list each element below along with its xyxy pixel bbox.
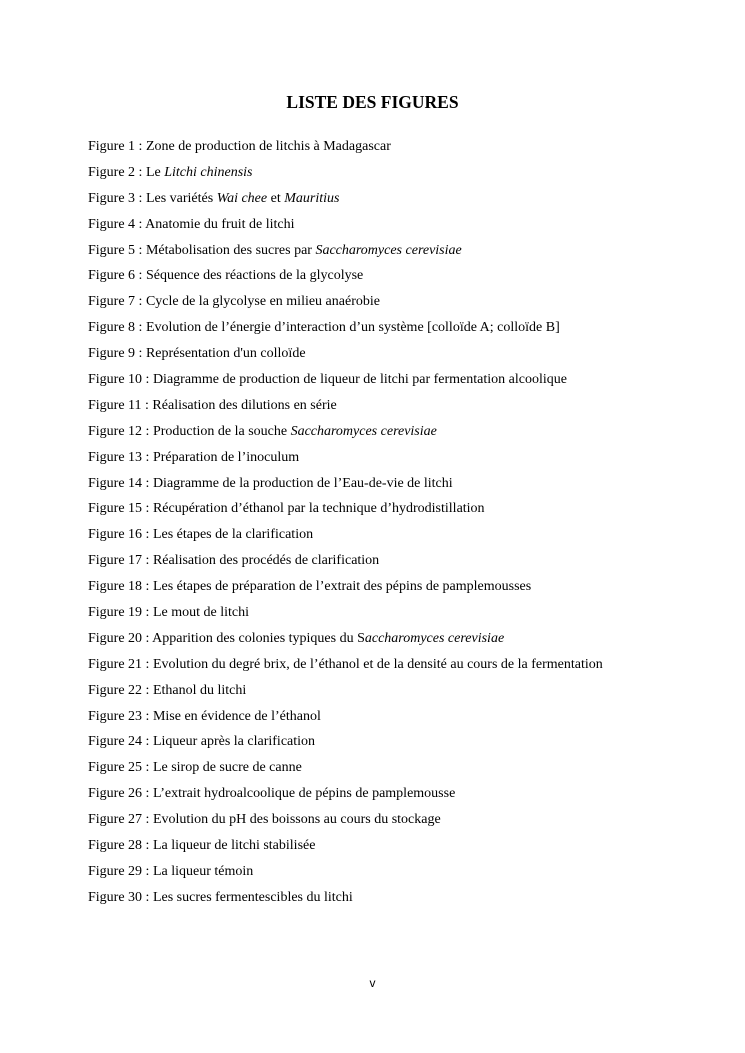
figure-list bbox=[88, 137, 728, 914]
figure-list-item bbox=[88, 422, 728, 448]
figure-list-item bbox=[88, 758, 728, 784]
page-number: v bbox=[369, 976, 376, 990]
figure-caption-italic: Saccharomyces cerevisiae bbox=[315, 242, 462, 258]
figure-list-item bbox=[88, 474, 728, 500]
figure-list-item bbox=[88, 836, 728, 862]
figure-list-item bbox=[88, 888, 728, 914]
figure-caption-text: Figure 8 : Evolution de l’énergie d’interaction d’un système [colloïde A; colloïde B] bbox=[88, 320, 560, 336]
figure-caption-text: Figure 17 : Réalisation des procédés de clarification bbox=[88, 553, 380, 569]
figure-list-item bbox=[88, 266, 728, 292]
figure-caption-text: Figure 1 : Zone de production de litchis à Madagascar bbox=[88, 139, 391, 154]
figure-list-item bbox=[88, 318, 728, 344]
page-title: LISTE DES FIGURES bbox=[286, 92, 459, 112]
figure-list-item bbox=[88, 655, 728, 681]
figure-caption-text: Figure 14 : Diagramme de la production de l’Eau-de-vie de litchi bbox=[88, 475, 453, 491]
figure-caption-text: Figure 6 : Séquence des réactions de la glycolyse bbox=[88, 268, 364, 284]
figure-list-item bbox=[88, 448, 728, 474]
figure-list-item bbox=[88, 629, 728, 655]
figure-list-item bbox=[88, 499, 728, 525]
figure-caption-text: Figure 19 : Le mout de litchi bbox=[88, 605, 249, 621]
figure-caption-text: Figure 9 : Représentation d'un colloïde bbox=[88, 346, 306, 362]
figure-caption-italic: Saccharomyces cerevisiae bbox=[290, 423, 437, 439]
figure-caption-text: Figure 21 : Evolution du degré brix, de l’éthanol et de la densité au cours de la fermentation bbox=[88, 656, 603, 672]
figure-list-item bbox=[88, 862, 728, 888]
figure-caption-italic: Mauritius bbox=[284, 190, 340, 206]
figure-list-item bbox=[88, 707, 728, 733]
figure-caption-text: Figure 29 : La liqueur témoin bbox=[88, 863, 254, 879]
figure-list-item bbox=[88, 344, 728, 370]
figure-caption-text: Figure 30 : Les sucres fermentescibles du litchi bbox=[88, 889, 353, 905]
figure-caption-text: Figure 5 : Métabolisation des sucres par bbox=[88, 242, 316, 258]
figure-caption-text: Figure 27 : Evolution du pH des boissons au cours du stockage bbox=[88, 812, 441, 828]
figure-list-item bbox=[88, 810, 728, 836]
figure-caption-text: Figure 20 : Apparition des colonies typiques du S bbox=[88, 630, 365, 646]
figure-caption-text: Figure 13 : Préparation de l’inoculum bbox=[88, 449, 300, 465]
figure-list-item bbox=[88, 215, 728, 241]
figure-list-item bbox=[88, 189, 728, 215]
figure-caption-text: Figure 16 : Les étapes de la clarification bbox=[88, 527, 314, 543]
figure-list-item bbox=[88, 292, 728, 318]
figure-caption-text: Figure 10 : Diagramme de production de liqueur de litchi par fermentation alcoolique bbox=[88, 372, 567, 388]
figure-caption-text: Figure 24 : Liqueur après la clarification bbox=[88, 734, 316, 750]
figure-caption-text: Figure 15 : Récupération d’éthanol par la technique d’hydrodistillation bbox=[88, 501, 485, 517]
figure-caption-text: Figure 4 : Anatomie du fruit de litchi bbox=[88, 216, 295, 232]
figure-list-item bbox=[88, 370, 728, 396]
figure-list-item bbox=[88, 732, 728, 758]
figure-caption-text: Figure 2 : Le bbox=[88, 164, 165, 180]
figure-list-item bbox=[88, 551, 728, 577]
figure-caption-text: Figure 11 : Réalisation des dilutions en série bbox=[88, 397, 337, 413]
figure-caption-text: Figure 22 : Ethanol du litchi bbox=[88, 682, 247, 698]
figure-caption-text: Figure 12 : Production de la souche bbox=[88, 423, 291, 439]
figure-list-item bbox=[88, 525, 728, 551]
figure-list-item bbox=[88, 681, 728, 707]
figure-list-item bbox=[88, 784, 728, 810]
figure-caption-text: Figure 25 : Le sirop de sucre de canne bbox=[88, 760, 302, 776]
figure-caption-text: Figure 3 : Les variétés bbox=[88, 190, 217, 206]
figure-list-item bbox=[88, 603, 728, 629]
figure-list-item bbox=[88, 163, 728, 189]
figure-caption-text: Figure 26 : L’extrait hydroalcoolique de pépins de pamplemousse bbox=[88, 786, 456, 802]
figure-caption-text: Figure 18 : Les étapes de préparation de l’extrait des pépins de pamplemousses bbox=[88, 579, 532, 595]
figure-caption-italic: Litchi chinensis bbox=[164, 164, 253, 180]
figure-caption-text: Figure 23 : Mise en évidence de l’éthanol bbox=[88, 708, 321, 724]
figure-caption-text: Figure 7 : Cycle de la glycolyse en milieu anaérobie bbox=[88, 294, 380, 310]
figure-list-item bbox=[88, 137, 728, 163]
figure-caption-italic: accharomyces cerevisiae bbox=[364, 630, 505, 646]
figure-list-item bbox=[88, 396, 728, 422]
figure-caption-italic: Wai chee bbox=[216, 190, 268, 206]
figure-list-item bbox=[88, 241, 728, 267]
figure-list-item bbox=[88, 577, 728, 603]
figure-caption-text: et bbox=[267, 190, 285, 206]
figure-caption-text: Figure 28 : La liqueur de litchi stabilisée bbox=[88, 838, 316, 854]
